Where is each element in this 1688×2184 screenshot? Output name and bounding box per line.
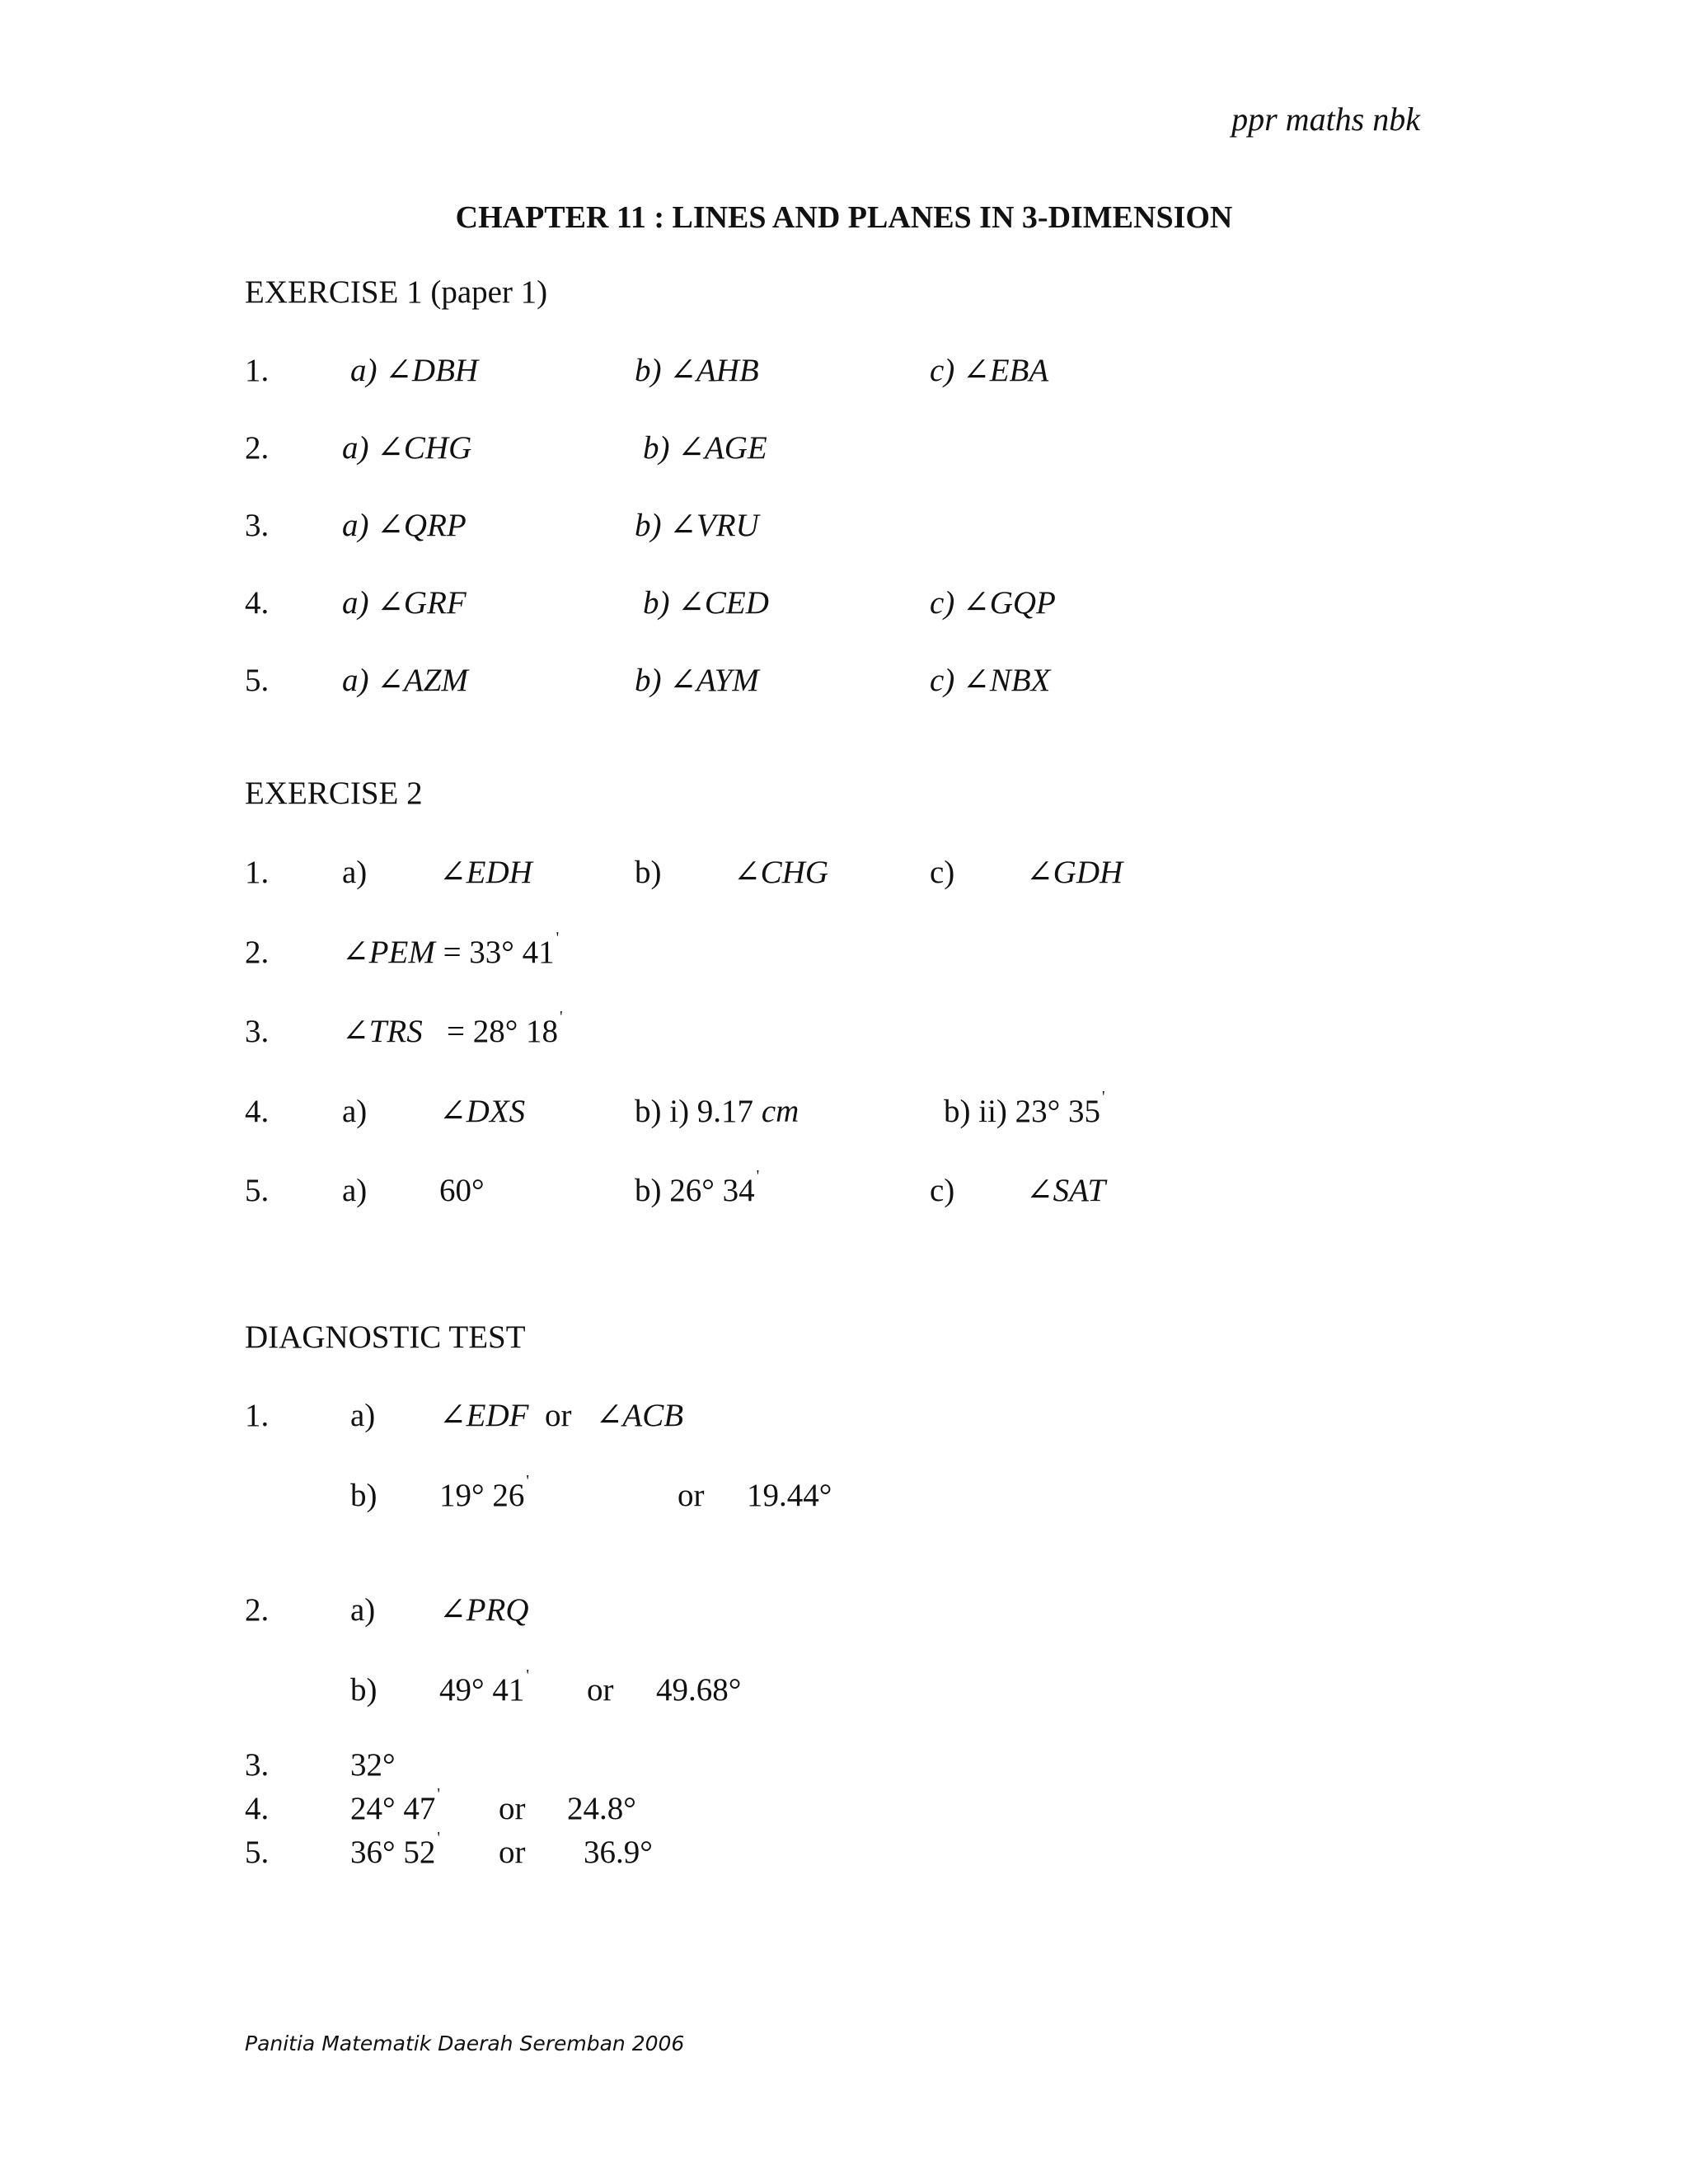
answer-decimal: 24.8° (567, 1791, 636, 1826)
angle-value: 24° 47 (350, 1791, 436, 1826)
minute-mark: ' (560, 1008, 563, 1026)
label-c: c) (930, 1173, 955, 1208)
answer-b (635, 1167, 760, 1208)
minute-mark: ' (556, 929, 560, 947)
row-number: 1. (245, 1398, 270, 1433)
row-number: 2. (245, 430, 270, 466)
exercise1-heading: EXERCISE 1 (paper 1) (245, 274, 548, 310)
row-number: 3. (245, 1014, 270, 1049)
answer-c: ∠SAT (1026, 1173, 1106, 1208)
label-c: c) (930, 855, 955, 890)
answer-a: a) ∠QRP (342, 508, 467, 543)
row-number: 4. (245, 1094, 270, 1129)
exercise2-heading: EXERCISE 2 (245, 776, 423, 811)
angle-value: 36° 52 (350, 1835, 436, 1870)
answer-c: ∠GDH (1026, 855, 1123, 890)
minute-mark: ' (756, 1167, 760, 1185)
answer-b-decimal: 49.68° (656, 1672, 742, 1708)
minute-mark: ' (437, 1785, 440, 1803)
or-text: or (499, 1835, 526, 1870)
answer-a (439, 1399, 683, 1432)
answer (342, 1008, 563, 1049)
angle-name-1: ∠EDF (439, 1398, 529, 1433)
row-number: 5. (245, 663, 270, 698)
angle-value: 49° 41 (439, 1672, 525, 1708)
row-number: 3. (245, 508, 270, 543)
answer-c: c) ∠NBX (930, 663, 1051, 698)
label-b: b) (635, 855, 662, 890)
angle-value: b) 26° 34 (635, 1173, 755, 1208)
answer-b: b) ∠AHB (635, 353, 759, 388)
or-text: or (545, 1398, 572, 1433)
answer-a: ∠DXS (439, 1094, 526, 1129)
answer-b-decimal: 19.44° (747, 1478, 832, 1513)
row-number: 2. (245, 935, 270, 970)
or-text: or (587, 1672, 614, 1708)
length-value: b) i) 9.17 (635, 1094, 754, 1129)
page-title: CHAPTER 11 : LINES AND PLANES IN 3-DIMENSION (455, 200, 1233, 235)
label-b: b) (350, 1478, 377, 1513)
minute-mark: ' (437, 1829, 440, 1847)
answer-b: b) ∠AGE (643, 430, 767, 466)
minute-mark: ' (526, 1472, 529, 1490)
label-a: a) (342, 855, 368, 890)
row-number: 4. (245, 585, 270, 621)
answer-a: ∠PRQ (439, 1592, 529, 1628)
label-a: a) (350, 1398, 376, 1433)
answer-b: b) ∠CED (643, 585, 769, 621)
answer-a: a) ∠CHG (342, 430, 472, 466)
row-number: 3. (245, 1747, 270, 1783)
label-a: a) (342, 1173, 368, 1208)
answer-b-i (635, 1095, 799, 1127)
row-number: 1. (245, 855, 270, 890)
angle-value: 19° 26 (439, 1478, 525, 1513)
answer-b (439, 1666, 529, 1708)
answer-c: c) ∠GQP (930, 585, 1056, 621)
angle-name-2: ∠ACB (595, 1398, 684, 1433)
row-number: 1. (245, 353, 270, 388)
row-number: 2. (245, 1592, 270, 1628)
page-footer: Panitia Matematik Daerah Seremban 2006 (245, 2032, 685, 2055)
or-text: or (499, 1791, 526, 1826)
answer-a: 60° (439, 1173, 485, 1208)
answer (350, 1829, 440, 1870)
answer-b-ii (944, 1088, 1105, 1129)
answer-b: ∠CHG (734, 855, 829, 890)
answer-b: b) ∠VRU (635, 508, 759, 543)
length-unit: cm (761, 1094, 799, 1129)
row-number: 4. (245, 1791, 270, 1826)
header-tag: ppr maths nbk (1231, 101, 1420, 138)
answer-b (439, 1472, 529, 1513)
row-number: 5. (245, 1835, 270, 1870)
answer-c: c) ∠EBA (930, 353, 1049, 388)
answer-decimal: 36.9° (584, 1835, 653, 1870)
minute-mark: ' (526, 1666, 529, 1685)
answer (350, 1785, 440, 1826)
row-number: 5. (245, 1173, 270, 1208)
or-text: or (678, 1478, 705, 1513)
answer-b: b) ∠AYM (635, 663, 759, 698)
answer (342, 929, 560, 970)
minute-mark: ' (1102, 1088, 1105, 1106)
answer-a: ∠EDH (439, 855, 532, 890)
answer-a: a) ∠AZM (342, 663, 468, 698)
answer: 32° (350, 1747, 396, 1783)
angle-value: = 33° 41 (443, 935, 555, 970)
answer-a: a) ∠DBH (350, 353, 479, 388)
label-b: b) (350, 1672, 377, 1708)
answer-a: a) ∠GRF (342, 585, 467, 621)
angle-value: = 28° 18 (446, 1014, 559, 1049)
angle-name: ∠TRS (342, 1014, 423, 1049)
label-a: a) (342, 1094, 368, 1129)
angle-value: b) ii) 23° 35 (944, 1094, 1100, 1129)
diagnostic-heading: DIAGNOSTIC TEST (245, 1319, 526, 1355)
angle-name: ∠PEM (342, 935, 435, 970)
label-a: a) (350, 1592, 376, 1628)
